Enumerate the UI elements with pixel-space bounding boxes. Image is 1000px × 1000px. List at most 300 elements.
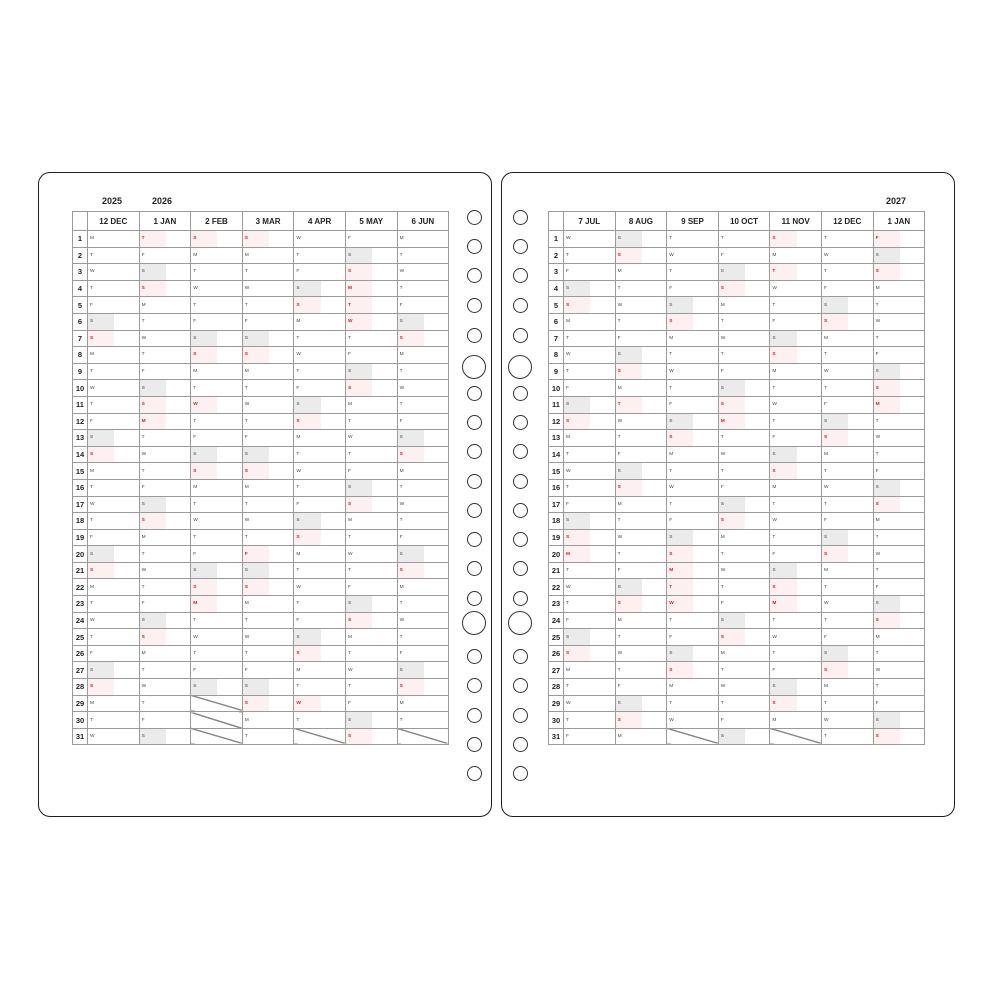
day-cell[interactable] bbox=[667, 463, 719, 480]
day-cell[interactable] bbox=[615, 413, 667, 430]
day-cell[interactable] bbox=[718, 264, 770, 281]
day-cell[interactable] bbox=[242, 579, 294, 596]
day-cell[interactable] bbox=[615, 264, 667, 281]
day-cell[interactable] bbox=[770, 446, 822, 463]
day-cell[interactable] bbox=[873, 496, 925, 513]
day-cell[interactable] bbox=[191, 330, 243, 347]
day-cell[interactable] bbox=[718, 579, 770, 596]
day-cell[interactable] bbox=[615, 463, 667, 480]
day-cell[interactable] bbox=[821, 596, 873, 613]
day-cell[interactable] bbox=[345, 679, 397, 696]
day-cell[interactable] bbox=[88, 479, 140, 496]
day-cell[interactable] bbox=[242, 297, 294, 314]
day-cell[interactable] bbox=[873, 396, 925, 413]
day-cell[interactable] bbox=[242, 513, 294, 530]
day-cell[interactable] bbox=[718, 347, 770, 364]
day-cell[interactable] bbox=[873, 231, 925, 248]
day-cell[interactable] bbox=[718, 231, 770, 248]
day-cell[interactable] bbox=[667, 712, 719, 729]
day-cell[interactable] bbox=[821, 546, 873, 563]
day-cell[interactable] bbox=[191, 579, 243, 596]
day-cell[interactable] bbox=[821, 347, 873, 364]
day-cell[interactable] bbox=[667, 446, 719, 463]
day-cell[interactable] bbox=[615, 629, 667, 646]
day-cell[interactable] bbox=[294, 695, 346, 712]
day-cell[interactable] bbox=[191, 297, 243, 314]
day-cell[interactable] bbox=[397, 463, 449, 480]
day-cell[interactable] bbox=[564, 629, 616, 646]
day-cell[interactable] bbox=[139, 695, 191, 712]
day-cell[interactable] bbox=[615, 313, 667, 330]
day-cell[interactable] bbox=[345, 347, 397, 364]
day-cell[interactable] bbox=[564, 363, 616, 380]
day-cell[interactable] bbox=[615, 645, 667, 662]
day-cell[interactable] bbox=[345, 546, 397, 563]
day-cell[interactable] bbox=[294, 513, 346, 530]
day-cell[interactable] bbox=[873, 363, 925, 380]
day-cell[interactable] bbox=[770, 313, 822, 330]
day-cell[interactable] bbox=[821, 280, 873, 297]
day-cell[interactable] bbox=[821, 728, 873, 745]
day-cell[interactable] bbox=[718, 728, 770, 745]
day-cell[interactable] bbox=[345, 297, 397, 314]
day-cell[interactable] bbox=[191, 562, 243, 579]
day-cell[interactable] bbox=[718, 330, 770, 347]
day-cell[interactable] bbox=[873, 330, 925, 347]
day-cell[interactable] bbox=[718, 363, 770, 380]
day-cell[interactable] bbox=[564, 330, 616, 347]
day-cell[interactable] bbox=[191, 247, 243, 264]
day-cell[interactable] bbox=[345, 396, 397, 413]
day-cell[interactable] bbox=[615, 546, 667, 563]
day-cell[interactable] bbox=[88, 596, 140, 613]
day-cell[interactable] bbox=[139, 679, 191, 696]
day-cell[interactable] bbox=[294, 247, 346, 264]
day-cell[interactable] bbox=[821, 562, 873, 579]
day-cell[interactable] bbox=[294, 330, 346, 347]
day-cell[interactable] bbox=[873, 562, 925, 579]
day-cell[interactable] bbox=[191, 231, 243, 248]
day-cell[interactable] bbox=[191, 596, 243, 613]
day-cell[interactable] bbox=[564, 529, 616, 546]
day-cell[interactable] bbox=[139, 479, 191, 496]
day-cell[interactable] bbox=[242, 529, 294, 546]
day-cell[interactable] bbox=[667, 297, 719, 314]
day-cell[interactable] bbox=[345, 280, 397, 297]
day-cell[interactable] bbox=[770, 579, 822, 596]
day-cell[interactable] bbox=[397, 496, 449, 513]
day-cell[interactable] bbox=[873, 380, 925, 397]
day-cell[interactable] bbox=[88, 396, 140, 413]
day-cell[interactable] bbox=[397, 231, 449, 248]
day-cell[interactable] bbox=[718, 513, 770, 530]
day-cell[interactable] bbox=[770, 496, 822, 513]
day-cell[interactable] bbox=[397, 413, 449, 430]
day-cell[interactable] bbox=[564, 596, 616, 613]
day-cell[interactable] bbox=[294, 396, 346, 413]
day-cell[interactable] bbox=[615, 679, 667, 696]
day-cell[interactable] bbox=[345, 513, 397, 530]
day-cell[interactable] bbox=[821, 264, 873, 281]
day-cell[interactable] bbox=[821, 695, 873, 712]
day-cell[interactable] bbox=[191, 612, 243, 629]
day-cell[interactable] bbox=[294, 629, 346, 646]
day-cell[interactable] bbox=[242, 380, 294, 397]
day-cell[interactable] bbox=[191, 363, 243, 380]
day-cell[interactable] bbox=[718, 280, 770, 297]
day-cell[interactable] bbox=[873, 513, 925, 530]
day-cell[interactable] bbox=[345, 662, 397, 679]
day-cell[interactable] bbox=[667, 679, 719, 696]
day-cell[interactable] bbox=[718, 596, 770, 613]
day-cell[interactable] bbox=[191, 396, 243, 413]
day-cell[interactable] bbox=[821, 396, 873, 413]
day-cell[interactable] bbox=[345, 712, 397, 729]
day-cell[interactable] bbox=[397, 330, 449, 347]
day-cell[interactable] bbox=[873, 728, 925, 745]
day-cell[interactable] bbox=[718, 396, 770, 413]
day-cell[interactable] bbox=[397, 645, 449, 662]
day-cell[interactable] bbox=[88, 612, 140, 629]
day-cell[interactable] bbox=[770, 247, 822, 264]
day-cell[interactable] bbox=[667, 363, 719, 380]
day-cell[interactable] bbox=[564, 231, 616, 248]
day-cell[interactable] bbox=[345, 479, 397, 496]
day-cell[interactable] bbox=[139, 562, 191, 579]
day-cell[interactable] bbox=[615, 380, 667, 397]
day-cell[interactable] bbox=[397, 695, 449, 712]
day-cell[interactable] bbox=[667, 529, 719, 546]
day-cell[interactable] bbox=[564, 496, 616, 513]
day-cell[interactable] bbox=[294, 479, 346, 496]
day-cell[interactable] bbox=[88, 728, 140, 745]
day-cell[interactable] bbox=[294, 546, 346, 563]
day-cell[interactable] bbox=[88, 629, 140, 646]
day-cell[interactable] bbox=[242, 396, 294, 413]
day-cell[interactable] bbox=[821, 380, 873, 397]
day-cell[interactable] bbox=[397, 396, 449, 413]
day-cell[interactable] bbox=[873, 446, 925, 463]
day-cell[interactable] bbox=[770, 596, 822, 613]
day-cell[interactable] bbox=[718, 712, 770, 729]
day-cell[interactable] bbox=[873, 645, 925, 662]
day-cell[interactable] bbox=[564, 313, 616, 330]
day-cell[interactable] bbox=[821, 513, 873, 530]
day-cell[interactable] bbox=[770, 347, 822, 364]
day-cell[interactable] bbox=[873, 247, 925, 264]
day-cell[interactable] bbox=[139, 529, 191, 546]
day-cell[interactable] bbox=[242, 679, 294, 696]
day-cell[interactable] bbox=[88, 363, 140, 380]
day-cell[interactable] bbox=[294, 562, 346, 579]
day-cell[interactable] bbox=[88, 413, 140, 430]
day-cell[interactable] bbox=[242, 546, 294, 563]
day-cell[interactable] bbox=[770, 430, 822, 447]
day-cell[interactable] bbox=[564, 280, 616, 297]
day-cell[interactable] bbox=[615, 562, 667, 579]
day-cell[interactable] bbox=[873, 695, 925, 712]
day-cell[interactable] bbox=[88, 463, 140, 480]
day-cell[interactable] bbox=[615, 596, 667, 613]
day-cell[interactable] bbox=[242, 430, 294, 447]
day-cell[interactable] bbox=[564, 380, 616, 397]
day-cell[interactable] bbox=[821, 463, 873, 480]
day-cell[interactable] bbox=[294, 446, 346, 463]
day-cell[interactable] bbox=[770, 297, 822, 314]
day-cell[interactable] bbox=[615, 297, 667, 314]
day-cell[interactable] bbox=[397, 596, 449, 613]
day-cell[interactable] bbox=[821, 313, 873, 330]
day-cell[interactable] bbox=[242, 347, 294, 364]
day-cell[interactable] bbox=[345, 446, 397, 463]
day-cell[interactable] bbox=[718, 529, 770, 546]
day-cell[interactable] bbox=[615, 579, 667, 596]
day-cell[interactable] bbox=[191, 629, 243, 646]
day-cell[interactable] bbox=[667, 596, 719, 613]
day-cell[interactable] bbox=[345, 430, 397, 447]
day-cell[interactable] bbox=[821, 413, 873, 430]
day-cell[interactable] bbox=[667, 562, 719, 579]
day-cell[interactable] bbox=[873, 430, 925, 447]
day-cell[interactable] bbox=[667, 380, 719, 397]
day-cell[interactable] bbox=[345, 695, 397, 712]
day-cell[interactable] bbox=[139, 645, 191, 662]
day-cell[interactable] bbox=[397, 430, 449, 447]
day-cell[interactable] bbox=[564, 679, 616, 696]
day-cell[interactable] bbox=[397, 363, 449, 380]
day-cell[interactable] bbox=[873, 264, 925, 281]
day-cell[interactable] bbox=[397, 712, 449, 729]
day-cell[interactable] bbox=[294, 413, 346, 430]
day-cell[interactable] bbox=[397, 679, 449, 696]
day-cell[interactable] bbox=[564, 413, 616, 430]
day-cell[interactable] bbox=[667, 612, 719, 629]
day-cell[interactable] bbox=[191, 264, 243, 281]
day-cell[interactable] bbox=[88, 446, 140, 463]
day-cell[interactable] bbox=[139, 513, 191, 530]
day-cell[interactable] bbox=[88, 496, 140, 513]
day-cell[interactable] bbox=[667, 280, 719, 297]
day-cell[interactable] bbox=[294, 430, 346, 447]
day-cell[interactable] bbox=[821, 297, 873, 314]
day-cell[interactable] bbox=[139, 728, 191, 745]
day-cell[interactable] bbox=[873, 712, 925, 729]
day-cell[interactable] bbox=[397, 264, 449, 281]
day-cell[interactable] bbox=[564, 645, 616, 662]
day-cell[interactable] bbox=[397, 347, 449, 364]
day-cell[interactable] bbox=[821, 330, 873, 347]
day-cell[interactable] bbox=[242, 629, 294, 646]
day-cell[interactable] bbox=[873, 297, 925, 314]
day-cell[interactable] bbox=[294, 612, 346, 629]
day-cell[interactable] bbox=[88, 513, 140, 530]
day-cell[interactable] bbox=[873, 612, 925, 629]
day-cell[interactable] bbox=[770, 330, 822, 347]
day-cell[interactable] bbox=[615, 479, 667, 496]
day-cell[interactable] bbox=[667, 496, 719, 513]
day-cell[interactable] bbox=[191, 662, 243, 679]
day-cell[interactable] bbox=[564, 662, 616, 679]
day-cell[interactable] bbox=[191, 313, 243, 330]
day-cell[interactable] bbox=[345, 313, 397, 330]
day-cell[interactable] bbox=[873, 596, 925, 613]
day-cell[interactable] bbox=[615, 446, 667, 463]
day-cell[interactable] bbox=[294, 297, 346, 314]
day-cell[interactable] bbox=[873, 479, 925, 496]
day-cell[interactable] bbox=[88, 546, 140, 563]
day-cell[interactable] bbox=[139, 629, 191, 646]
day-cell[interactable] bbox=[294, 380, 346, 397]
day-cell[interactable] bbox=[294, 712, 346, 729]
day-cell[interactable] bbox=[873, 413, 925, 430]
day-cell[interactable] bbox=[821, 579, 873, 596]
day-cell[interactable] bbox=[242, 562, 294, 579]
day-cell[interactable] bbox=[770, 712, 822, 729]
day-cell[interactable] bbox=[191, 645, 243, 662]
day-cell[interactable] bbox=[88, 645, 140, 662]
day-cell[interactable] bbox=[242, 728, 294, 745]
day-cell[interactable] bbox=[139, 313, 191, 330]
day-cell[interactable] bbox=[564, 728, 616, 745]
day-cell[interactable] bbox=[564, 546, 616, 563]
day-cell[interactable] bbox=[397, 579, 449, 596]
day-cell[interactable] bbox=[397, 247, 449, 264]
day-cell[interactable] bbox=[345, 612, 397, 629]
day-cell[interactable] bbox=[191, 280, 243, 297]
day-cell[interactable] bbox=[770, 463, 822, 480]
day-cell[interactable] bbox=[88, 247, 140, 264]
day-cell[interactable] bbox=[397, 529, 449, 546]
day-cell[interactable] bbox=[139, 463, 191, 480]
day-cell[interactable] bbox=[667, 546, 719, 563]
day-cell[interactable] bbox=[345, 413, 397, 430]
day-cell[interactable] bbox=[667, 413, 719, 430]
day-cell[interactable] bbox=[294, 496, 346, 513]
day-cell[interactable] bbox=[139, 297, 191, 314]
day-cell[interactable] bbox=[191, 430, 243, 447]
day-cell[interactable] bbox=[667, 231, 719, 248]
day-cell[interactable] bbox=[345, 562, 397, 579]
day-cell[interactable] bbox=[345, 247, 397, 264]
day-cell[interactable] bbox=[821, 479, 873, 496]
day-cell[interactable] bbox=[397, 280, 449, 297]
day-cell[interactable] bbox=[191, 413, 243, 430]
day-cell[interactable] bbox=[139, 396, 191, 413]
day-cell[interactable] bbox=[294, 529, 346, 546]
day-cell[interactable] bbox=[770, 546, 822, 563]
day-cell[interactable] bbox=[191, 463, 243, 480]
day-cell[interactable] bbox=[139, 662, 191, 679]
day-cell[interactable] bbox=[345, 363, 397, 380]
day-cell[interactable] bbox=[294, 596, 346, 613]
day-cell[interactable] bbox=[242, 231, 294, 248]
day-cell[interactable] bbox=[242, 413, 294, 430]
day-cell[interactable] bbox=[242, 496, 294, 513]
day-cell[interactable] bbox=[242, 596, 294, 613]
day-cell[interactable] bbox=[397, 297, 449, 314]
day-cell[interactable] bbox=[718, 645, 770, 662]
day-cell[interactable] bbox=[294, 679, 346, 696]
day-cell[interactable] bbox=[242, 313, 294, 330]
day-cell[interactable] bbox=[873, 529, 925, 546]
day-cell[interactable] bbox=[345, 596, 397, 613]
day-cell[interactable] bbox=[615, 662, 667, 679]
day-cell[interactable] bbox=[397, 513, 449, 530]
day-cell[interactable] bbox=[873, 662, 925, 679]
day-cell[interactable] bbox=[397, 479, 449, 496]
day-cell[interactable] bbox=[821, 430, 873, 447]
day-cell[interactable] bbox=[873, 463, 925, 480]
day-cell[interactable] bbox=[873, 579, 925, 596]
day-cell[interactable] bbox=[191, 496, 243, 513]
day-cell[interactable] bbox=[770, 662, 822, 679]
day-cell[interactable] bbox=[564, 712, 616, 729]
day-cell[interactable] bbox=[821, 629, 873, 646]
day-cell[interactable] bbox=[718, 695, 770, 712]
day-cell[interactable] bbox=[397, 612, 449, 629]
day-cell[interactable] bbox=[718, 479, 770, 496]
day-cell[interactable] bbox=[615, 695, 667, 712]
day-cell[interactable] bbox=[88, 579, 140, 596]
day-cell[interactable] bbox=[242, 712, 294, 729]
day-cell[interactable] bbox=[345, 629, 397, 646]
day-cell[interactable] bbox=[345, 463, 397, 480]
day-cell[interactable] bbox=[770, 679, 822, 696]
day-cell[interactable] bbox=[770, 231, 822, 248]
day-cell[interactable] bbox=[242, 479, 294, 496]
day-cell[interactable] bbox=[873, 546, 925, 563]
day-cell[interactable] bbox=[667, 247, 719, 264]
day-cell[interactable] bbox=[88, 330, 140, 347]
day-cell[interactable] bbox=[294, 579, 346, 596]
day-cell[interactable] bbox=[564, 463, 616, 480]
day-cell[interactable] bbox=[294, 347, 346, 364]
day-cell[interactable] bbox=[615, 330, 667, 347]
day-cell[interactable] bbox=[770, 629, 822, 646]
day-cell[interactable] bbox=[770, 264, 822, 281]
day-cell[interactable] bbox=[294, 264, 346, 281]
day-cell[interactable] bbox=[718, 430, 770, 447]
day-cell[interactable] bbox=[242, 662, 294, 679]
day-cell[interactable] bbox=[615, 496, 667, 513]
day-cell[interactable] bbox=[564, 513, 616, 530]
day-cell[interactable] bbox=[345, 231, 397, 248]
day-cell[interactable] bbox=[564, 612, 616, 629]
day-cell[interactable] bbox=[615, 396, 667, 413]
day-cell[interactable] bbox=[873, 313, 925, 330]
day-cell[interactable] bbox=[615, 280, 667, 297]
day-cell[interactable] bbox=[821, 247, 873, 264]
day-cell[interactable] bbox=[294, 662, 346, 679]
day-cell[interactable] bbox=[615, 430, 667, 447]
day-cell[interactable] bbox=[345, 529, 397, 546]
day-cell[interactable] bbox=[345, 264, 397, 281]
day-cell[interactable] bbox=[345, 579, 397, 596]
day-cell[interactable] bbox=[242, 363, 294, 380]
day-cell[interactable] bbox=[242, 612, 294, 629]
day-cell[interactable] bbox=[242, 695, 294, 712]
day-cell[interactable] bbox=[770, 513, 822, 530]
day-cell[interactable] bbox=[667, 479, 719, 496]
day-cell[interactable] bbox=[191, 679, 243, 696]
day-cell[interactable] bbox=[397, 446, 449, 463]
day-cell[interactable] bbox=[139, 430, 191, 447]
day-cell[interactable] bbox=[397, 662, 449, 679]
day-cell[interactable] bbox=[139, 612, 191, 629]
day-cell[interactable] bbox=[615, 363, 667, 380]
day-cell[interactable] bbox=[139, 280, 191, 297]
day-cell[interactable] bbox=[667, 430, 719, 447]
